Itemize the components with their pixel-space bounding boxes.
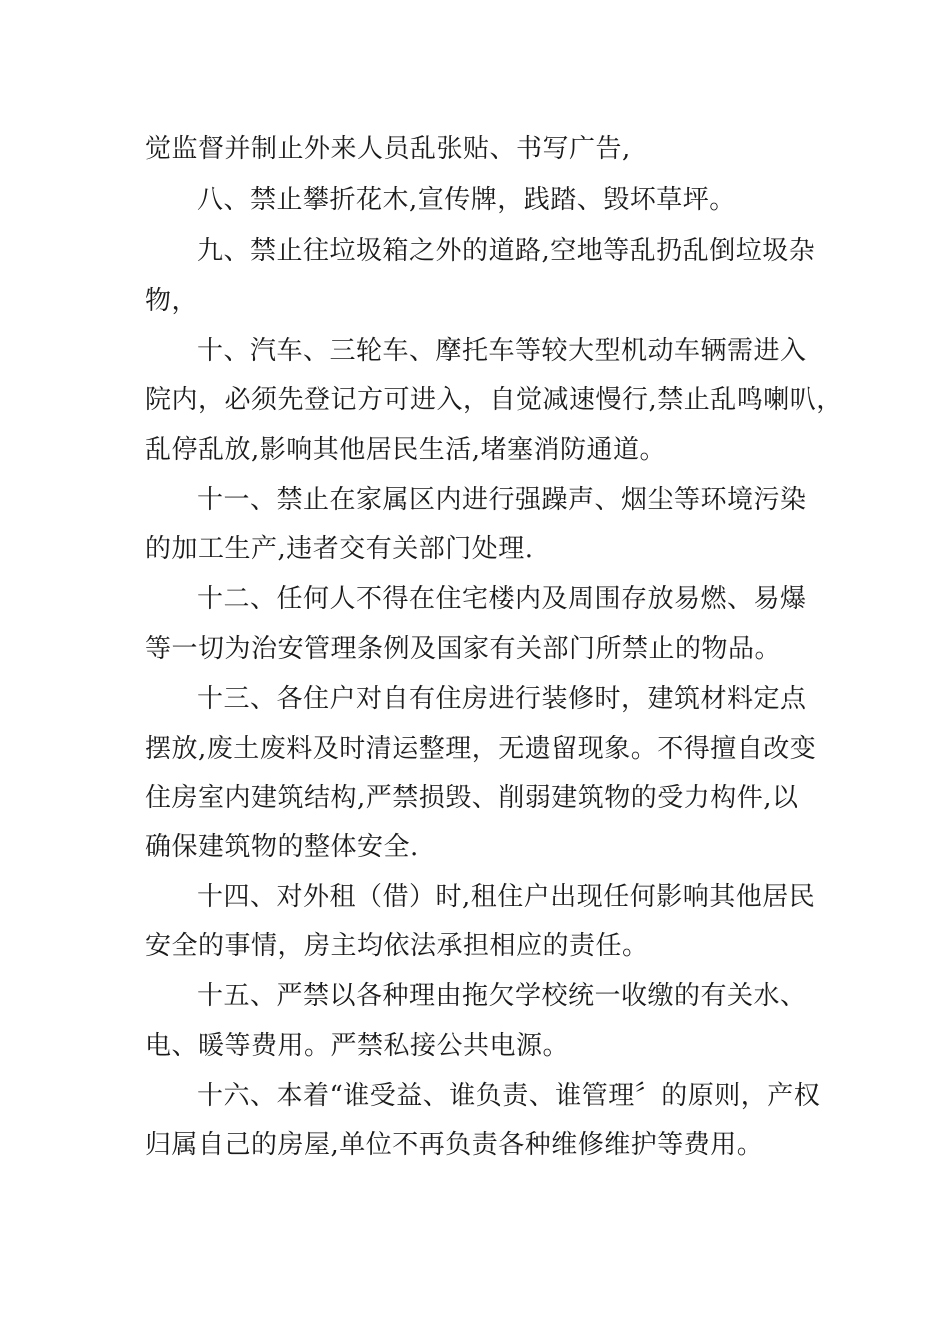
text-line: 十二、任何人不得在住宅楼内及周围存放易燃、易爆 bbox=[197, 584, 807, 614]
text-line: 归属自己的房屋,单位不再负责各种维修维护等费用。 bbox=[145, 1130, 764, 1160]
text-line: 摆放,废土废料及时清运整理，无遗留现象。不得擅自改变 bbox=[145, 734, 817, 764]
text-line: 十四、对外租（借）时,租住户出现任何影响其他居民 bbox=[197, 882, 816, 912]
text-line: 觉监督并制止外来人员乱张贴、书写广告, bbox=[145, 134, 631, 164]
text-line: 院内，必须先登记方可进入，自觉减速慢行,禁止乱鸣喇叭， bbox=[145, 385, 843, 415]
text-line: 物， bbox=[145, 286, 199, 316]
text-line: 确保建筑物的整体安全. bbox=[145, 832, 419, 862]
text-line: 等一切为治安管理条例及国家有关部门所禁止的物品。 bbox=[145, 634, 782, 664]
text-line: 的加工生产,违者交有关部门处理. bbox=[145, 534, 534, 564]
text-line: 十一、禁止在家属区内进行强躁声、烟尘等环境污染 bbox=[197, 485, 807, 515]
text-line: 安全的事情，房主均依法承担相应的责任。 bbox=[145, 931, 649, 961]
text-line: 十六、本着“谁受益、谁负责、谁管理〞的原则，产权 bbox=[197, 1081, 821, 1111]
text-line: 十三、各住户对自有住房进行装修时，建筑材料定点 bbox=[197, 684, 807, 714]
text-line: 电、暖等费用。严禁私接公共电源。 bbox=[145, 1031, 570, 1061]
text-line: 八、禁止攀折花木,宣传牌，践踏、毁坏草坪。 bbox=[197, 185, 736, 215]
text-line: 九、禁止往垃圾箱之外的道路,空地等乱扔乱倒垃圾杂 bbox=[197, 236, 816, 266]
text-line: 住房室内建筑结构,严禁损毁、削弱建筑物的受力构件,以 bbox=[145, 783, 799, 813]
text-line: 十五、严禁以各种理由拖欠学校统一收缴的有关水、 bbox=[197, 981, 807, 1011]
text-line: 十、汽车、三轮车、摩托车等较大型机动车辆需进入 bbox=[197, 336, 807, 366]
text-line: 乱停乱放,影响其他居民生活,堵塞消防通道。 bbox=[145, 435, 667, 465]
